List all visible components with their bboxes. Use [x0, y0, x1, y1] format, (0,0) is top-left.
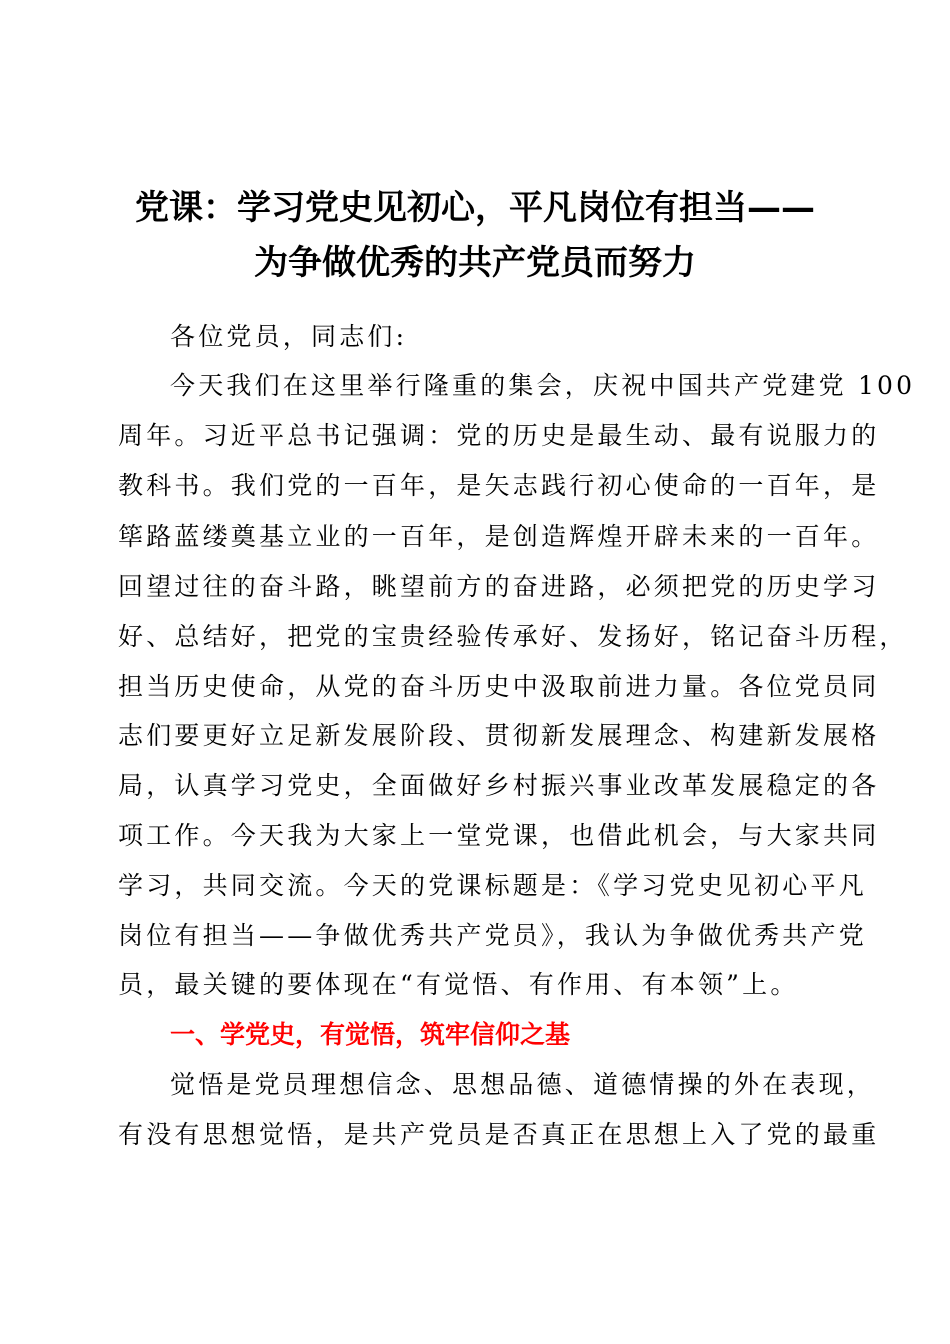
paragraph-1-line-2: 周年。习近平总书记强调：党的历史是最生动、最有说服力的 — [118, 421, 880, 450]
document-title-line-2: 为争做优秀的共产党员而努力 — [254, 243, 696, 283]
paragraph-1-line-12: 岗位有担当——争做优秀共产党员》，我认为争做优秀共产党 — [118, 921, 867, 950]
paragraph-1-line-10: 项工作。今天我为大家上一堂党课，也借此机会，与大家共同 — [118, 821, 880, 850]
section-1-heading: 一、学党史，有觉悟，筑牢信仰之基 — [170, 1020, 571, 1049]
paragraph-1-line-13: 员，最关键的要体现在“有觉悟、有作用、有本领”上。 — [118, 970, 799, 999]
paragraph-1-line-5: 回望过往的奋斗路，眺望前方的奋进路，必须把党的历史学习 — [118, 572, 880, 601]
paragraph-1-line-4: 筚路蓝缕奠基立业的一百年，是创造辉煌开辟未来的一百年。 — [118, 522, 880, 551]
paragraph-2-line-2: 有没有思想觉悟，是共产党员是否真正在思想上入了党的最重 — [118, 1120, 880, 1149]
paragraph-1-line-9: 局，认真学习党史，全面做好乡村振兴事业改革发展稳定的各 — [118, 771, 880, 800]
paragraph-1-line-1: 今天我们在这里举行隆重的集会，庆祝中国共产党建党 100 — [170, 371, 916, 400]
document-title-line-1: 党课：学习党史见初心，平凡岗位有担当—— — [135, 188, 815, 228]
paragraph-1-line-3: 教科书。我们党的一百年，是矢志践行初心使命的一百年，是 — [118, 471, 880, 500]
paragraph-2-line-1: 觉悟是党员理想信念、思想品德、道德情操的外在表现， — [170, 1070, 876, 1099]
paragraph-1-line-11: 学习，共同交流。今天的党课标题是：《学习党史见初心平凡 — [118, 871, 867, 900]
paragraph-1-line-7: 担当历史使命，从党的奋斗历史中汲取前进力量。各位党员同 — [118, 672, 880, 701]
paragraph-1-line-8: 志们要更好立足新发展阶段、贯彻新发展理念、构建新发展格 — [118, 721, 880, 750]
greeting: 各位党员，同志们: — [170, 322, 408, 351]
paragraph-1-line-6: 好、总结好，把党的宝贵经验传承好、发扬好，铭记奋斗历程， — [118, 622, 908, 651]
